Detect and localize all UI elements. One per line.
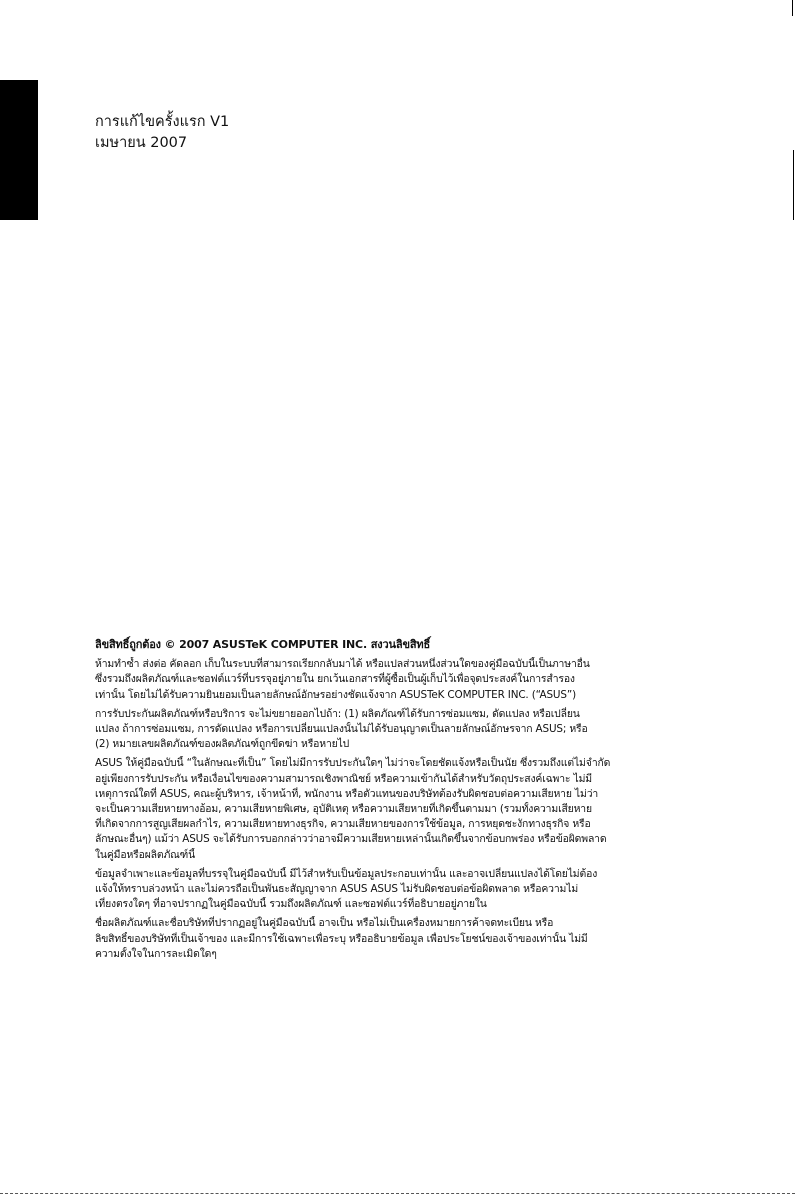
edition-date: เมษายน 2007 bbox=[95, 135, 188, 151]
disclaimer-paragraph bbox=[95, 756, 717, 862]
paragraph-line: เหตุการณ์ใดที่ ASUS, คณะผู้บริหาร, เจ้าหน้าที่, พนักงาน หรือตัวแทนของบริษัทต้องรับผิดชอบต่อความเสียหาย ไม่ว่า bbox=[95, 787, 599, 800]
bottom-trim-line bbox=[0, 1193, 795, 1194]
warranty-paragraph bbox=[95, 707, 717, 753]
paragraph-line: ห้ามทำซ้ำ ส่งต่อ คัดลอก เก็บในระบบที่สามารถเรียกกลับมาได้ หรือแปลส่วนหนึ่งส่วนใดของคู่มือฉบับนี้เป็นภาษาอื่น bbox=[95, 658, 590, 671]
paragraph-line: แจ้งให้ทราบล่วงหน้า และไม่ควรถือเป็นพันธะสัญญาจาก ASUS ASUS ไม่รับผิดชอบต่อข้อผิดพลาด หรือความไม่ bbox=[95, 883, 579, 896]
copyright-notice bbox=[95, 637, 717, 966]
paragraph-line: จะเป็นความเสียหายทางอ้อม, ความเสียหายพิเศษ, อุบัติเหตุ หรือความเสียหายที่เกิดขึ้นตามมา (รวมทั้งความเสียหาย bbox=[95, 803, 592, 816]
reproduction-paragraph bbox=[95, 657, 717, 703]
language-side-tab bbox=[0, 80, 38, 220]
paragraph-line: ความตั้งใจในการละเมิดใดๆ bbox=[95, 947, 217, 960]
paragraph-line: ลักษณะอื่นๆ) แม้ว่า ASUS จะได้รับการบอกกล่าวว่าอาจมีความเสียหายเหล่านั้นเกิดขึ้นจากข้อบกพร่อง หรือข้อผิดพลาด bbox=[95, 833, 607, 846]
paragraph-line: ลิขสิทธิ์ของบริษัทที่เป็นเจ้าของ และมีการใช้เฉพาะเพื่อระบุ หรืออธิบายข้อมูล เพื่อประโยชน์ของเจ้าของเท่านั้น ไม่มี bbox=[95, 932, 588, 945]
crop-mark-right bbox=[793, 150, 794, 220]
paragraph-line: ในคู่มือหรือผลิตภัณฑ์นี้ bbox=[95, 848, 196, 861]
crop-mark-top bbox=[792, 0, 793, 16]
edition-block bbox=[95, 112, 229, 154]
paragraph-line: ซึ่งรวมถึงผลิตภัณฑ์และซอฟต์แวร์ที่บรรจุอยู่ภายใน ยกเว้นเอกสารที่ผู้ซื้อเป็นผู้เก็บไว้เพื่อจุดประสงค์ในการสำรอง bbox=[95, 673, 575, 686]
specifications-paragraph bbox=[95, 867, 717, 913]
paragraph-line: ที่เกิดจากการสูญเสียผลกำไร, ความเสียหายทางธุรกิจ, ความเสียหายของการใช้ข้อมูล, การหยุดชะงักทางธุรกิจ หรือ bbox=[95, 818, 591, 831]
paragraph-line: แปลง ถ้าการซ่อมแซม, การดัดแปลง หรือการเปลี่ยนแปลงนั้นไม่ได้รับอนุญาตเป็นลายลักษณ์อักษรจาก ASUS; หรือ bbox=[95, 723, 588, 736]
revision-label: การแก้ไขครั้งแรก V1 bbox=[95, 114, 230, 130]
copyright-heading: ลิขสิทธิ์ถูกต้อง © 2007 ASUSTeK COMPUTER INC. สงวนลิขสิทธิ์ bbox=[95, 638, 431, 651]
paragraph-line: ชื่อผลิตภัณฑ์และชื่อบริษัทที่ปรากฏอยู่ในคู่มือฉบับนี้ อาจเป็น หรือไม่เป็นเครื่องหมายการค้าจดทะเบียน หรือ bbox=[95, 917, 554, 930]
paragraph-line: ข้อมูลจำเพาะและข้อมูลที่บรรจุในคู่มือฉบับนี้ มีไว้สำหรับเป็นข้อมูลประกอบเท่านั้น และอาจเปลี่ยนแปลงได้โดยไม่ต้อง bbox=[95, 867, 598, 880]
trademark-paragraph bbox=[95, 916, 717, 962]
paragraph-line: ASUS ให้คู่มือฉบับนี้ “ในลักษณะที่เป็น” โดยไม่มีการรับประกันใดๆ ไม่ว่าจะโดยชัดแจ้งหรือเป็นนัย ซึ่งรวมถึงแต่ไม่จำกัด bbox=[95, 757, 611, 770]
paragraph-line: เท่านั้น โดยไม่ได้รับความยินยอมเป็นลายลักษณ์อักษรอย่างชัดแจ้งจาก ASUSTeK COMPUTER INC. (“ASUS”) bbox=[95, 688, 576, 701]
paragraph-line: การรับประกันผลิตภัณฑ์หรือบริการ จะไม่ขยายออกไปถ้า: (1) ผลิตภัณฑ์ได้รับการซ่อมแซม, ดัดแปลง หรือเปลี่ยน bbox=[95, 707, 580, 720]
paragraph-line: เที่ยงตรงใดๆ ที่อาจปรากฏในคู่มือฉบับนี้ รวมถึงผลิตภัณฑ์ และซอฟต์แวร์ที่อธิบายอยู่ภายใน bbox=[95, 898, 487, 911]
paragraph-line: (2) หมายเลขผลิตภัณฑ์ของผลิตภัณฑ์ถูกขีดฆ่า หรือหายไป bbox=[95, 738, 350, 751]
paragraph-line: อยู่เพียงการรับประกัน หรือเงื่อนไขของความสามารถเชิงพาณิชย์ หรือความเข้ากันได้สำหรับวัตถุประสงค์เฉพาะ ไม่มี bbox=[95, 772, 592, 785]
